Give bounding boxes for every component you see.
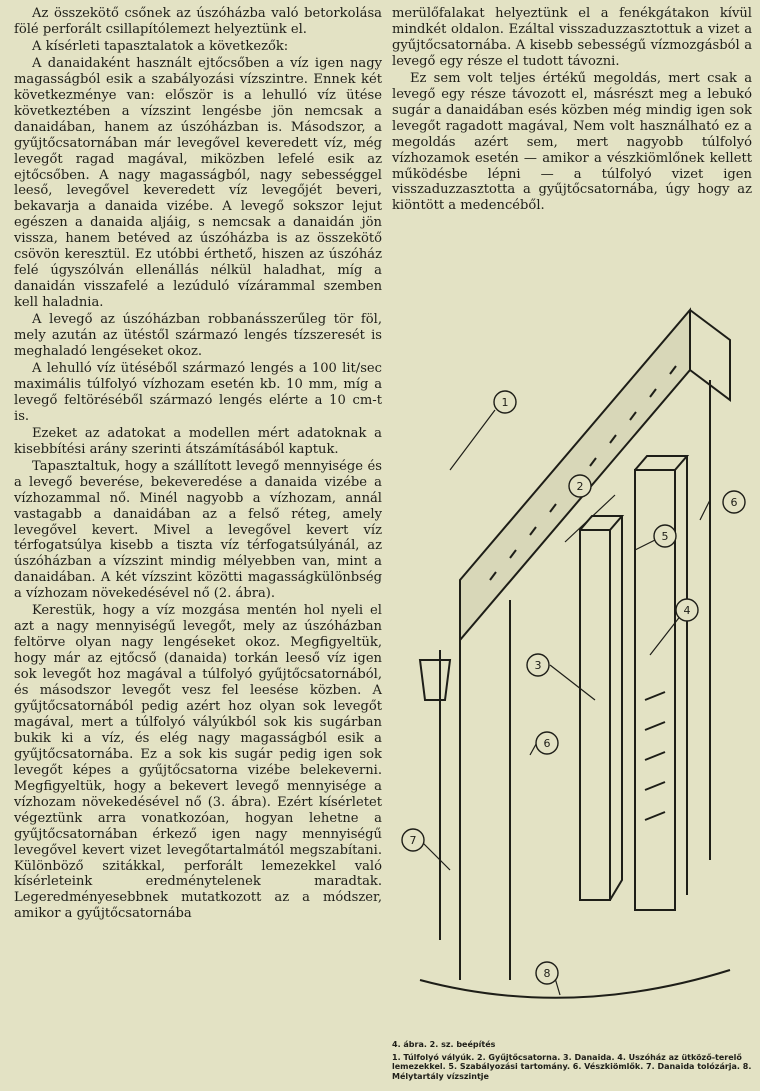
figure-label: 6: [730, 496, 738, 509]
paragraph: A kísérleti tapasztalatok a következők:: [32, 38, 289, 54]
installation-figure: [390, 280, 756, 1020]
figure-label: 3: [534, 659, 542, 672]
right-text-column: [392, 6, 752, 214]
figure-label: 8: [543, 967, 551, 980]
paragraph: Kerestük, hogy a víz mozgása mentén hol nyeli el azt a nagy mennyiségű levegőt, mely az úszóházban feltörve olyan nagy lengéseket okoz. Megfigyeltük, hogy már az ejtőcső (danaida) torkán leeső víz igen sok levegőt hoz magával a túlfolyó gyűjtőcsatornából, és másodszor levegőt vesz fel leesése közben. A gyűjtőcsatornából pedig azért hoz olyan sok levegőt magával, mert a túlfolyó vályúkból sok kis sugárban bukik ki a víz, és elég nagy magasságból esik a gyűjtőcsatornába. Ez a sok kis sugár pedig igen sok levegőt képes a gyűjtőcsatorna vizébe belekeverni. Megfigyeltük, hogy a bekevert levegő mennyisége a vízhozam növekedésével nő (3. ábra). Ezért kísérletet végeztünk arra vonatkozóan, hogyan lehetne a gyűjtőcsatornában érkező igen nagy mennyiségű levegővel kevert vizet levegőtartalmától megszabítani. Különböző szitákkal, perforált lemezekkel való kísérleteink eredménytelenek maradtak. Legeredményesebbnek mutatkozott az a módszer, amikor a gyűjtőcsatornába: [14, 603, 382, 922]
caption-title: 4. ábra. 2. sz. beépítés: [392, 1040, 496, 1049]
paragraph: A lehulló víz ütéséből származó lengés a 100 lit/sec maximális túlfolyó vízhozam esetén kb. 10 mm, míg a levegő feltöréséből származó lengés elérte a 10 cm-t is.: [14, 360, 382, 424]
paragraph: Ezeket az adatokat a modellen mért adatoknak a kisebbítési arány szerinti átszámításából kaptuk.: [14, 425, 382, 457]
paragraph: Az összekötő csőnek az úszóházba való betorkolása fölé perforált csillapítólemezt helyeztünk el.: [14, 6, 382, 37]
installation-drawing: [390, 280, 756, 1020]
figure-caption: [392, 1040, 754, 1081]
paragraph: merülőfalakat helyeztünk el a fenékgátakon kívül mindkét oldalon. Ezáltal visszaduzzasztottuk a vizet a gyűjtőcsatornába. A kisebb sebességű vízmozgásból a levegő egy része el tudott távozni.: [392, 6, 752, 69]
paragraph: A danaidaként használt ejtőcsőben a víz igen nagy magasságból esik a szabályozási vízszintre. Ennek két következménye van: először is a lehulló víz ütése következtében a vízszint lengésbe jön nemcsak a danaidában, hanem az úszóházban is. Másodszor, a gyűjtőcsatornában már levegővel keveredett víz, még levegőt ragad magával, miközben lefelé esik az ejtőcsőben. A nagy magasságból, nagy sebességgel leeső, levegővel keveredett víz levegőjét beveri, bekavarja a danaida vizébe. A levegő sokszor lejut egészen a danaida aljáig, s nemcsak a danaidán jön vissza, hanem betéved az úszóházba is az összekötő csövön keresztül. Ez utóbbi érthető, hiszen az úszóház felé úgyszólván ellenállás nélkül haladhat, míg a danaidán visszafelé a lezúduló vízárammal szemben kell haladnia.: [14, 55, 382, 311]
figure-label: 2: [576, 480, 584, 493]
figure-label: 4: [683, 604, 691, 617]
caption-text: 1. Túlfolyó vályúk. 2. Gyűjtőcsatorna. 3. Danaida. 4. Uszóház az ütköző-terelő lemezekkel. 5. Szabályozási tartomány. 6. Vészkiömlők. 7. Danaida tolózárja. 8. Mélytartály vízszintje: [392, 1052, 752, 1081]
figure-label: 1: [501, 396, 509, 409]
paragraph: Ez sem volt teljes értékű megoldás, mert csak a levegő egy része távozott el, másrészt meg a lebukó sugár a danaidában esés közben még mindig igen sok levegőt ragadott magával, Nem volt használható ez a megoldás azért sem, mert nagyobb túlfolyó vízhozamok esetén — amikor a vészkiömlőnek kellett működésbe lépni — a túlfolyó vizet igen visszaduzzasztotta a gyűjtőcsatornába, úgy hogy az kiöntött a medencéből.: [392, 70, 752, 214]
left-text-column: [14, 6, 382, 922]
paragraph: Tapasztaltuk, hogy a szállított levegő mennyisége és a levegő beverése, bekeveredése a danaida vizébe a vízhozammal nő. Minél nagyobb a vízhozam, annál vastagabb a danaidában az a felső réteg, amely levegővel kevert. Mivel a levegővel kevert víz térfogatsúlya kisebb a tiszta víz térfogatsúlyánál, az úszóházban a vízszint mindig mélyebben van, mint a danaidában. A két vízszint közötti magasságkülönbség a vízhozam növekedésével nő (2. ábra).: [14, 458, 382, 602]
figure-label: 5: [661, 530, 669, 543]
paragraph: A levegő az úszóházban robbanásszerűleg tör föl, mely azután az ütéstől származó lengés tízszeresét is meghaladó lengéseket okoz.: [14, 312, 382, 360]
figure-label: 6: [543, 737, 551, 750]
figure-label: 7: [409, 834, 417, 847]
